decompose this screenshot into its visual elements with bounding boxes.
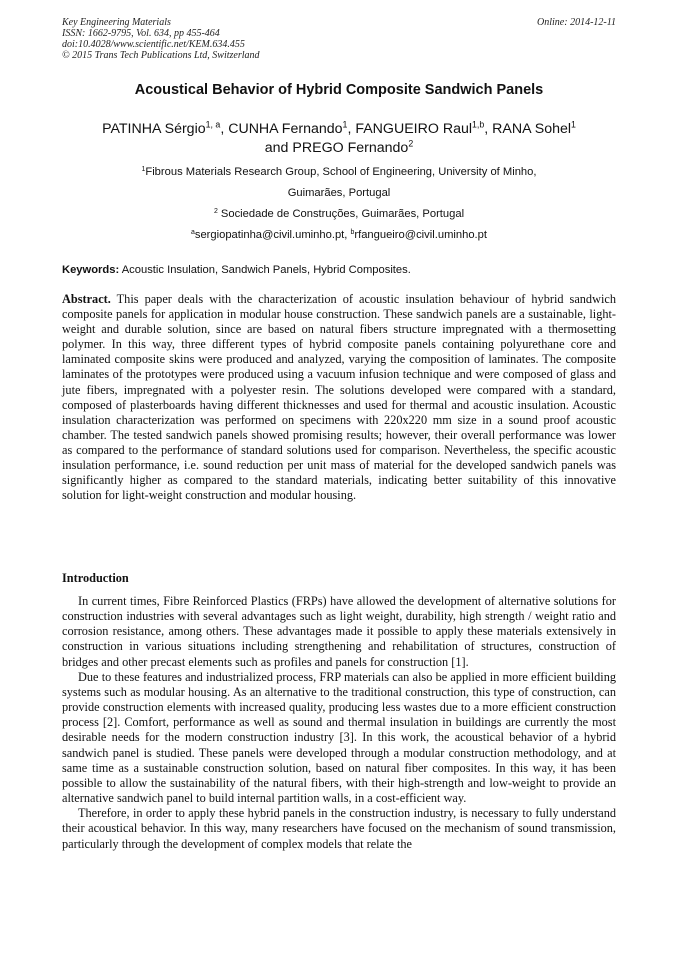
online-date: Online: 2014-12-11 [537,17,616,28]
author-superscript: 1,b [472,119,485,130]
affiliation-text: Sociedade de Construções, Guimarães, Portugal [217,208,465,220]
abstract-label: Abstract. [62,292,111,306]
paragraph: Therefore, in order to apply these hybrid panels in the construction industry, is necessary to fully understand their acoustical behavior. In this way, many researchers have focused on the mechanism of sound transmission, particularly through the development of complex models that relate the [62,806,616,851]
keywords-label: Keywords: [62,264,120,276]
copyright-line: © 2015 Trans Tech Publications Ltd, Switzerland [62,50,260,61]
author-name: , RANA Sohel [484,121,572,137]
email-superscript: a [191,228,195,236]
affiliation-text: Fibrous Materials Research Group, School of Engineering, University of Minho, [145,166,537,178]
journal-header [62,17,616,61]
affiliation-1-location: Guimarães, Portugal [287,187,391,199]
abstract-text: This paper deals with the characterization of acoustic insulation behaviour of hybrid sandwich composite panels for application in modular house construction. These sandwich panels are a sustainable, light-weight and durable solution, since are based on natural fibers structure impregnated with a thermosetting polymer. In this way, three different types of hybrid composite panels containing polyurethane core and laminated composite skins were produced and analyzed, varying the composition of laminates. The composite laminates of the prototypes were produced using a vacuum infusion technique and were composed of glass and jute fibers, impregnated with a polyester resin. The solutions developed were compared with a standard, composed of plasterboards having different thicknesses and used for thermal and acoustic insulation. Acoustic insulation characterization was performed on specimens with 220x220 mm size in a sound proof acoustic chamber. The tested sandwich panels showed promising results; however, their overall performance was lower as compared to the performance of standard solutions used for comparison. Nevertheless, the specific acoustic insulation performance, i.e. sound reduction per unit mass of material for the developed sandwich panels was significantly higher as compared to the standard materials, indicating better suitability of this innovative solution for light-weight construction and modular housing. [62,292,616,503]
author-name: PATINHA Sérgio [102,121,206,137]
doi-line: doi:10.4028/www.scientific.net/KEM.634.455 [62,39,245,50]
author-superscript: 1, a [205,119,221,130]
paragraph: In current times, Fibre Reinforced Plastics (FRPs) have allowed the development of alternative solutions for construction industries with several advantages such as light weight, durability, high strength / weight ratio and corrosion resistance, among others. These advantages made it possible to apply these materials extensively in construction in various situations including strengthening and rehabilitation of structures, construction of bridges and other precast elements such as profiles and panels for construction [1]. [62,594,616,669]
paragraph: Due to these features and industrialized process, FRP materials can also be applied in more efficient building systems such as modular housing. As an alternative to the traditional construction, this type of construction, can provide construction elements with increased quality, producing less wastes due to a more efficient construction process [2]. Comfort, performance as well as sound and thermal insulation in buildings are currently the most desirable needs for the modern construction industry [3]. In this work, the acoustical behavior of a hybrid sandwich panel is studied. These panels were developed through a modular construction methodology, and at same time as a sustainable construction solution, based on natural fiber composites. In this way, it has been possible to allow the sustainability of the natural fibers, with their high-strength and low-weight to provide an alternative sandwich panel to build internal partition walls, in a cost-efficient way. [62,669,616,806]
journal-name: Key Engineering Materials [62,17,171,28]
issn-line: ISSN: 1662-9795, Vol. 634, pp 455-464 [62,28,220,39]
affiliation-2 [62,207,616,221]
section-heading: Introduction [62,571,129,585]
abstract [62,292,616,503]
affiliation-superscript: 1 [141,165,146,173]
author-name: , CUNHA Fernando [220,121,343,137]
author-superscript: 1 [342,119,348,130]
keywords-text: Acoustic Insulation, Sandwich Panels, Hybrid Composites. [119,264,411,276]
author-superscript: 1 [571,119,576,130]
author-name: and PREGO Fernando [264,140,409,156]
email-line [62,228,616,242]
email-link[interactable]: rfangueiro@civil.uminho.pt [354,229,487,241]
author-name: , FANGUEIRO Raul [347,121,473,137]
paper-title: Acoustical Behavior of Hybrid Composite Sandwich Panels [134,82,544,98]
introduction-body [62,594,616,852]
author-superscript: 2 [408,138,414,149]
affiliation-superscript: 2 [213,207,218,215]
keywords [62,264,616,276]
affiliation-1 [62,165,616,179]
author-list [62,120,616,158]
email-superscript: b [350,228,355,236]
email-link[interactable]: sergiopatinha@civil.uminho.pt, [194,229,351,241]
